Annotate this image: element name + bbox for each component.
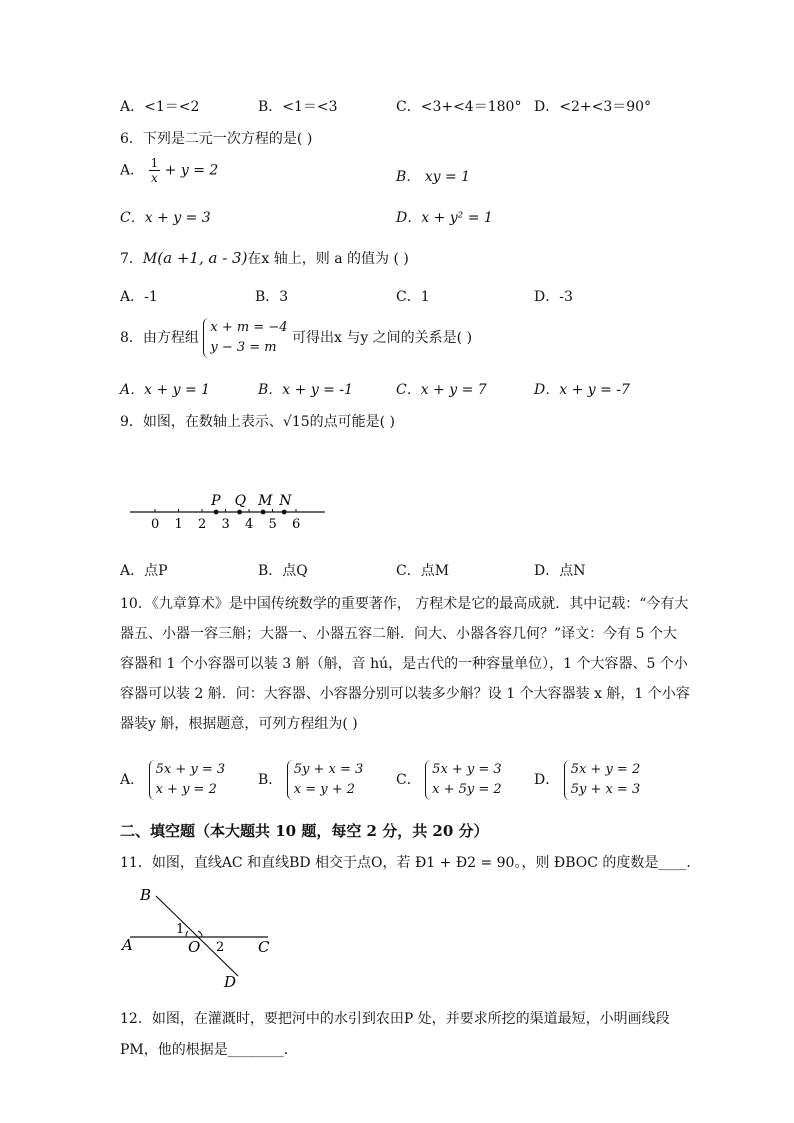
q7-stem: 7．M(a +1, a - 3)在x 轴上，则 a 的值为 ( ): [120, 249, 409, 267]
label-angle-2: 2: [216, 940, 225, 955]
q8-option-b: B．x + y = -1: [258, 382, 353, 398]
number-line-figure: [125, 488, 325, 533]
q5-option-d: D．<2+<3＝90°: [534, 99, 652, 115]
q9-option-b: B．点Q: [258, 563, 308, 579]
axis-tick-label: 4: [245, 517, 254, 532]
axis-point-label: Q: [234, 493, 247, 509]
q9-option-a: A．点P: [120, 563, 168, 579]
axis-point: [261, 510, 266, 515]
line-bd: [156, 896, 238, 976]
q10-option-d: D． 5x + y = 2 5y + x = 3: [534, 760, 640, 800]
fraction: $\frac{1}{x}$: [150, 156, 159, 185]
q10-text: 10．《九章算术》是中国传统数学的重要著作， 方程术是它的最高成就．其中记载：“今有大 器五、小器一容三斛；大器一、小器五容二斛．问大、小器各容几何？”译文：今有 5 个大 容器和 1 个小容器可以装 3 斛（斛，音 hú，是古代的一种容量单位），1 个大容器、5 个小 容器可以装 2 斛．问：大容器、小容器分别可以装多少斛？设 1 个大容器装 x 斛，1 个小容 器装y 斛，根据题意，可列方程组为( ): [120, 596, 690, 732]
axis-tick-label: 5: [268, 517, 277, 532]
intersecting-lines-figure: [118, 880, 278, 990]
axis-point: [237, 510, 242, 515]
q8-option-a: A．x + y = 1: [120, 382, 211, 398]
axis-point-label: M: [258, 493, 273, 509]
axis-point: [282, 510, 287, 515]
equation-system: x + m = −4 y − 3 = m: [203, 318, 287, 358]
label-c: C: [258, 938, 270, 956]
q7-option-a: A．-1: [120, 289, 158, 305]
q8-option-d: D．x + y = -7: [534, 382, 630, 398]
q9-stem: 9．如图，在数轴上表示、√15的点可能是( ): [120, 414, 396, 430]
q5-option-c: C．<3+<4＝180°: [396, 99, 522, 115]
q9-option-d: D．点N: [534, 563, 586, 579]
axis-tick-label: 1: [174, 517, 183, 532]
q6-option-b: B． xy = 1: [396, 169, 471, 185]
q8-option-c: C．x + y = 7: [396, 382, 487, 398]
angle-1-arc: [186, 931, 188, 937]
q10-option-c: C． 5x + y = 3 x + 5y = 2: [396, 760, 502, 800]
label-d: D: [224, 973, 237, 990]
q11-stem: 11．如图，直线AC 和直线BD 相交于点O，若 Ð1 + Ð2 = 90。，则 ÐBOC 的度数是____．: [120, 855, 701, 871]
q10-option-b: B． 5y + x = 3 x = y + 2: [258, 760, 363, 800]
axis-tick-label: 3: [221, 517, 230, 532]
q7-option-d: D．-3: [534, 289, 573, 305]
q10-option-a: A． 5x + y = 3 x + y = 2: [120, 760, 225, 800]
axis-point: [214, 510, 219, 515]
q8-stem: 8．由方程组 x + m = −4 y − 3 = m 可得出x 与y 之间的关系是( ): [120, 318, 472, 358]
q6-stem: 6．下列是二元一次方程的是( ): [120, 131, 313, 147]
q6-option-d: D．x + y² = 1: [396, 210, 493, 226]
q6-option-c: C．x + y = 3: [120, 210, 211, 226]
axis-point-label: P: [211, 493, 221, 509]
axis-tick-label: 0: [151, 517, 160, 532]
q9-option-c: C．点M: [396, 563, 450, 579]
q7-option-c: C．1: [396, 289, 430, 305]
q6-option-a: A． $\frac{1}{x}$ + y = 2: [120, 156, 219, 185]
q7-option-b: B．3: [255, 289, 289, 305]
q12-text: 12．如图，在灌溉时，要把河中的水引到农田P 处，并要求所挖的渠道最短，小明画线段 PM，他的根据是________．: [120, 1011, 670, 1058]
q5-option-b: B．<1＝<3: [258, 99, 338, 115]
q5-option-a: A．<1＝<2: [120, 99, 200, 115]
axis-point-label: N: [279, 493, 292, 509]
angle-2-arc: [198, 931, 202, 937]
label-b: B: [140, 886, 152, 904]
label-angle-1: 1: [176, 922, 185, 937]
label-a: A: [122, 936, 133, 954]
axis-tick-label: 2: [198, 517, 207, 532]
axis-tick-label: 6: [292, 517, 301, 532]
section-heading: 二、填空题（本大题共 10 题，每空 2 分，共 20 分）: [120, 822, 489, 840]
label-o: O: [188, 938, 201, 956]
